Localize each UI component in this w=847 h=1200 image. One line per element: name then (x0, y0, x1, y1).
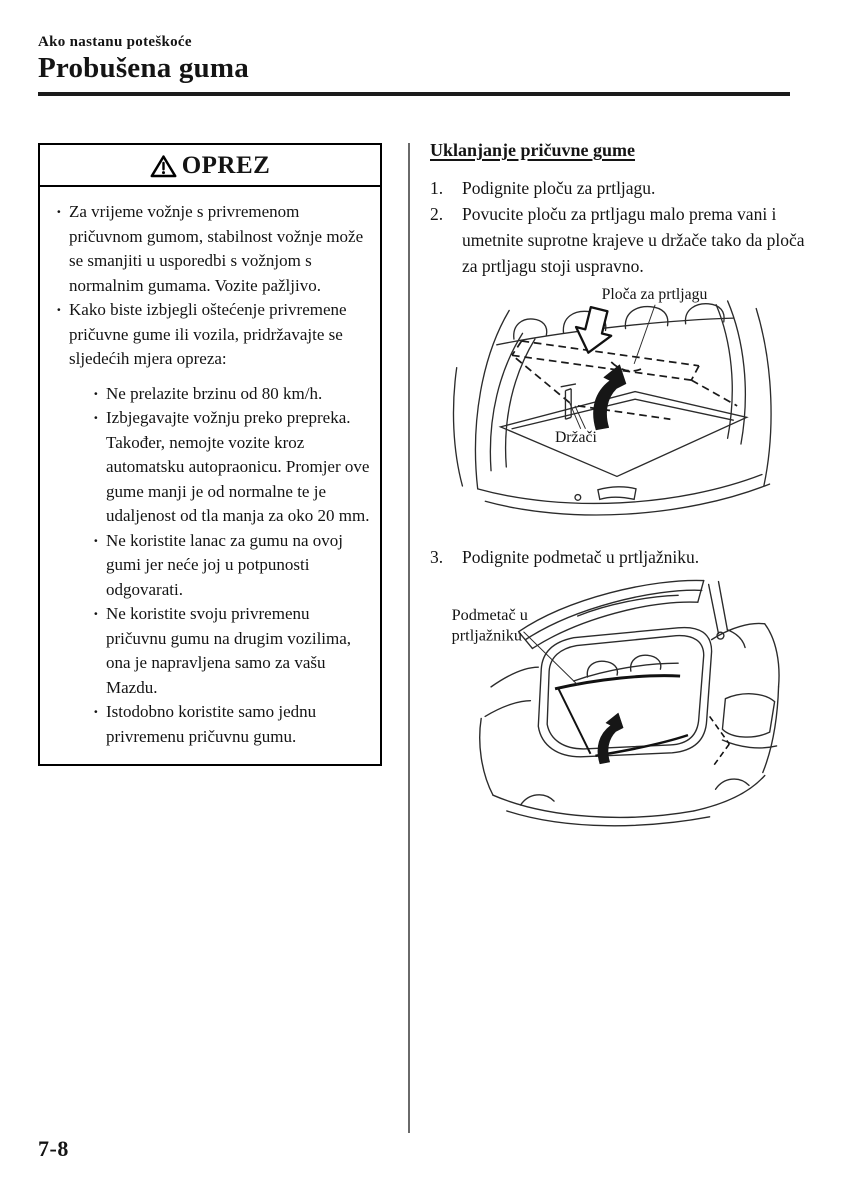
trunk-tray-illustration (430, 570, 814, 852)
step-1 (430, 175, 822, 201)
figure-label-holders: Držači (554, 429, 597, 447)
step-text: Povucite ploču za prtljagu malo prema vani i umetnite suprotne krajeve u držače tako da ploča za prtljagu stoji uspravno. (462, 204, 805, 276)
warning-triangle-icon (150, 154, 177, 179)
caution-subitem (91, 529, 371, 603)
step-3 (430, 544, 822, 570)
board-label-leader-line (634, 305, 655, 364)
latch-dashed-lines (710, 716, 730, 765)
figure-label-board: Ploča za prtljagu (601, 286, 708, 304)
caution-box (38, 143, 382, 766)
caution-item-text: Kako biste izbjegli oštećenje privremene pričuvne gume ili vozila, pridržavajte se sljedećih mjera opreza: (69, 300, 347, 368)
caution-item (48, 200, 371, 298)
cargo-board-illustration (430, 279, 802, 527)
car-trunk-outline (453, 301, 771, 515)
caution-box-header (40, 145, 380, 187)
caution-subitem-text: Izbjegavajte vožnju preko prepreka. Također, nemojte vozite kroz automatsku autopraonicu. Promjer ove gume manji je od normalne te je udaljenost od tla manja za oko 20 mm. (106, 408, 370, 525)
step-text: Podignite podmetač u prtljažniku. (462, 547, 700, 567)
figure-label-tray-line2: prtljažniku (451, 626, 522, 645)
page-title: Probušena guma (38, 52, 249, 84)
page-number: 7-8 (38, 1136, 69, 1161)
figure-trunk-tray (430, 570, 822, 857)
figure-label-tray-line1: Podmetač u (451, 605, 528, 624)
figure-cargo-board (430, 279, 822, 532)
caution-title: OPREZ (181, 152, 271, 179)
caution-subitem-text: Ne koristite lanac za gumu na ovoj gumi jer neće joj u potpunosti odgovarati. (106, 530, 343, 599)
caution-subitem-text: Istodobno koristite samo jednu privremenu pričuvnu gumu. (106, 702, 317, 746)
caution-item (48, 298, 371, 749)
step-text: Podignite ploču za prtljagu. (462, 178, 656, 198)
step-2 (430, 201, 822, 279)
caution-subitem-text: Ne prelazite brzinu od 80 km/h. (106, 383, 323, 403)
lift-up-arrow-icon (594, 365, 626, 430)
trunk-tray-edge (555, 676, 688, 756)
caution-body (40, 187, 380, 764)
step-number: 2. (430, 204, 444, 224)
caution-subitem (91, 602, 371, 700)
caution-list (48, 200, 371, 749)
step-number: 1. (430, 178, 444, 198)
breadcrumb: Ako nastanu poteškoće (38, 34, 192, 50)
caution-subitem (91, 382, 371, 407)
caution-sublist (91, 382, 371, 750)
tray-label-leader-line (524, 632, 578, 685)
caution-subitem (91, 700, 371, 749)
step-number: 3. (430, 547, 444, 567)
caution-subitem-text: Ne koristite svoju privremenu pričuvnu gumu na drugim vozilima, ona je napravljena samo za vašu Mazdu. (106, 604, 352, 697)
section-heading: Uklanjanje pričuvne gume (430, 140, 636, 160)
caution-subitem (91, 406, 371, 529)
column-divider (408, 143, 410, 1133)
caution-item-text: Za vrijeme vožnje s privremenom pričuvnom gumom, stabilnost vožnje može se smanjiti u usporedbi s vožnjom s normalnim gumama. Vozite pažljivo. (69, 202, 364, 295)
section-spare-tire-removal (430, 140, 822, 857)
title-rule (38, 92, 790, 96)
